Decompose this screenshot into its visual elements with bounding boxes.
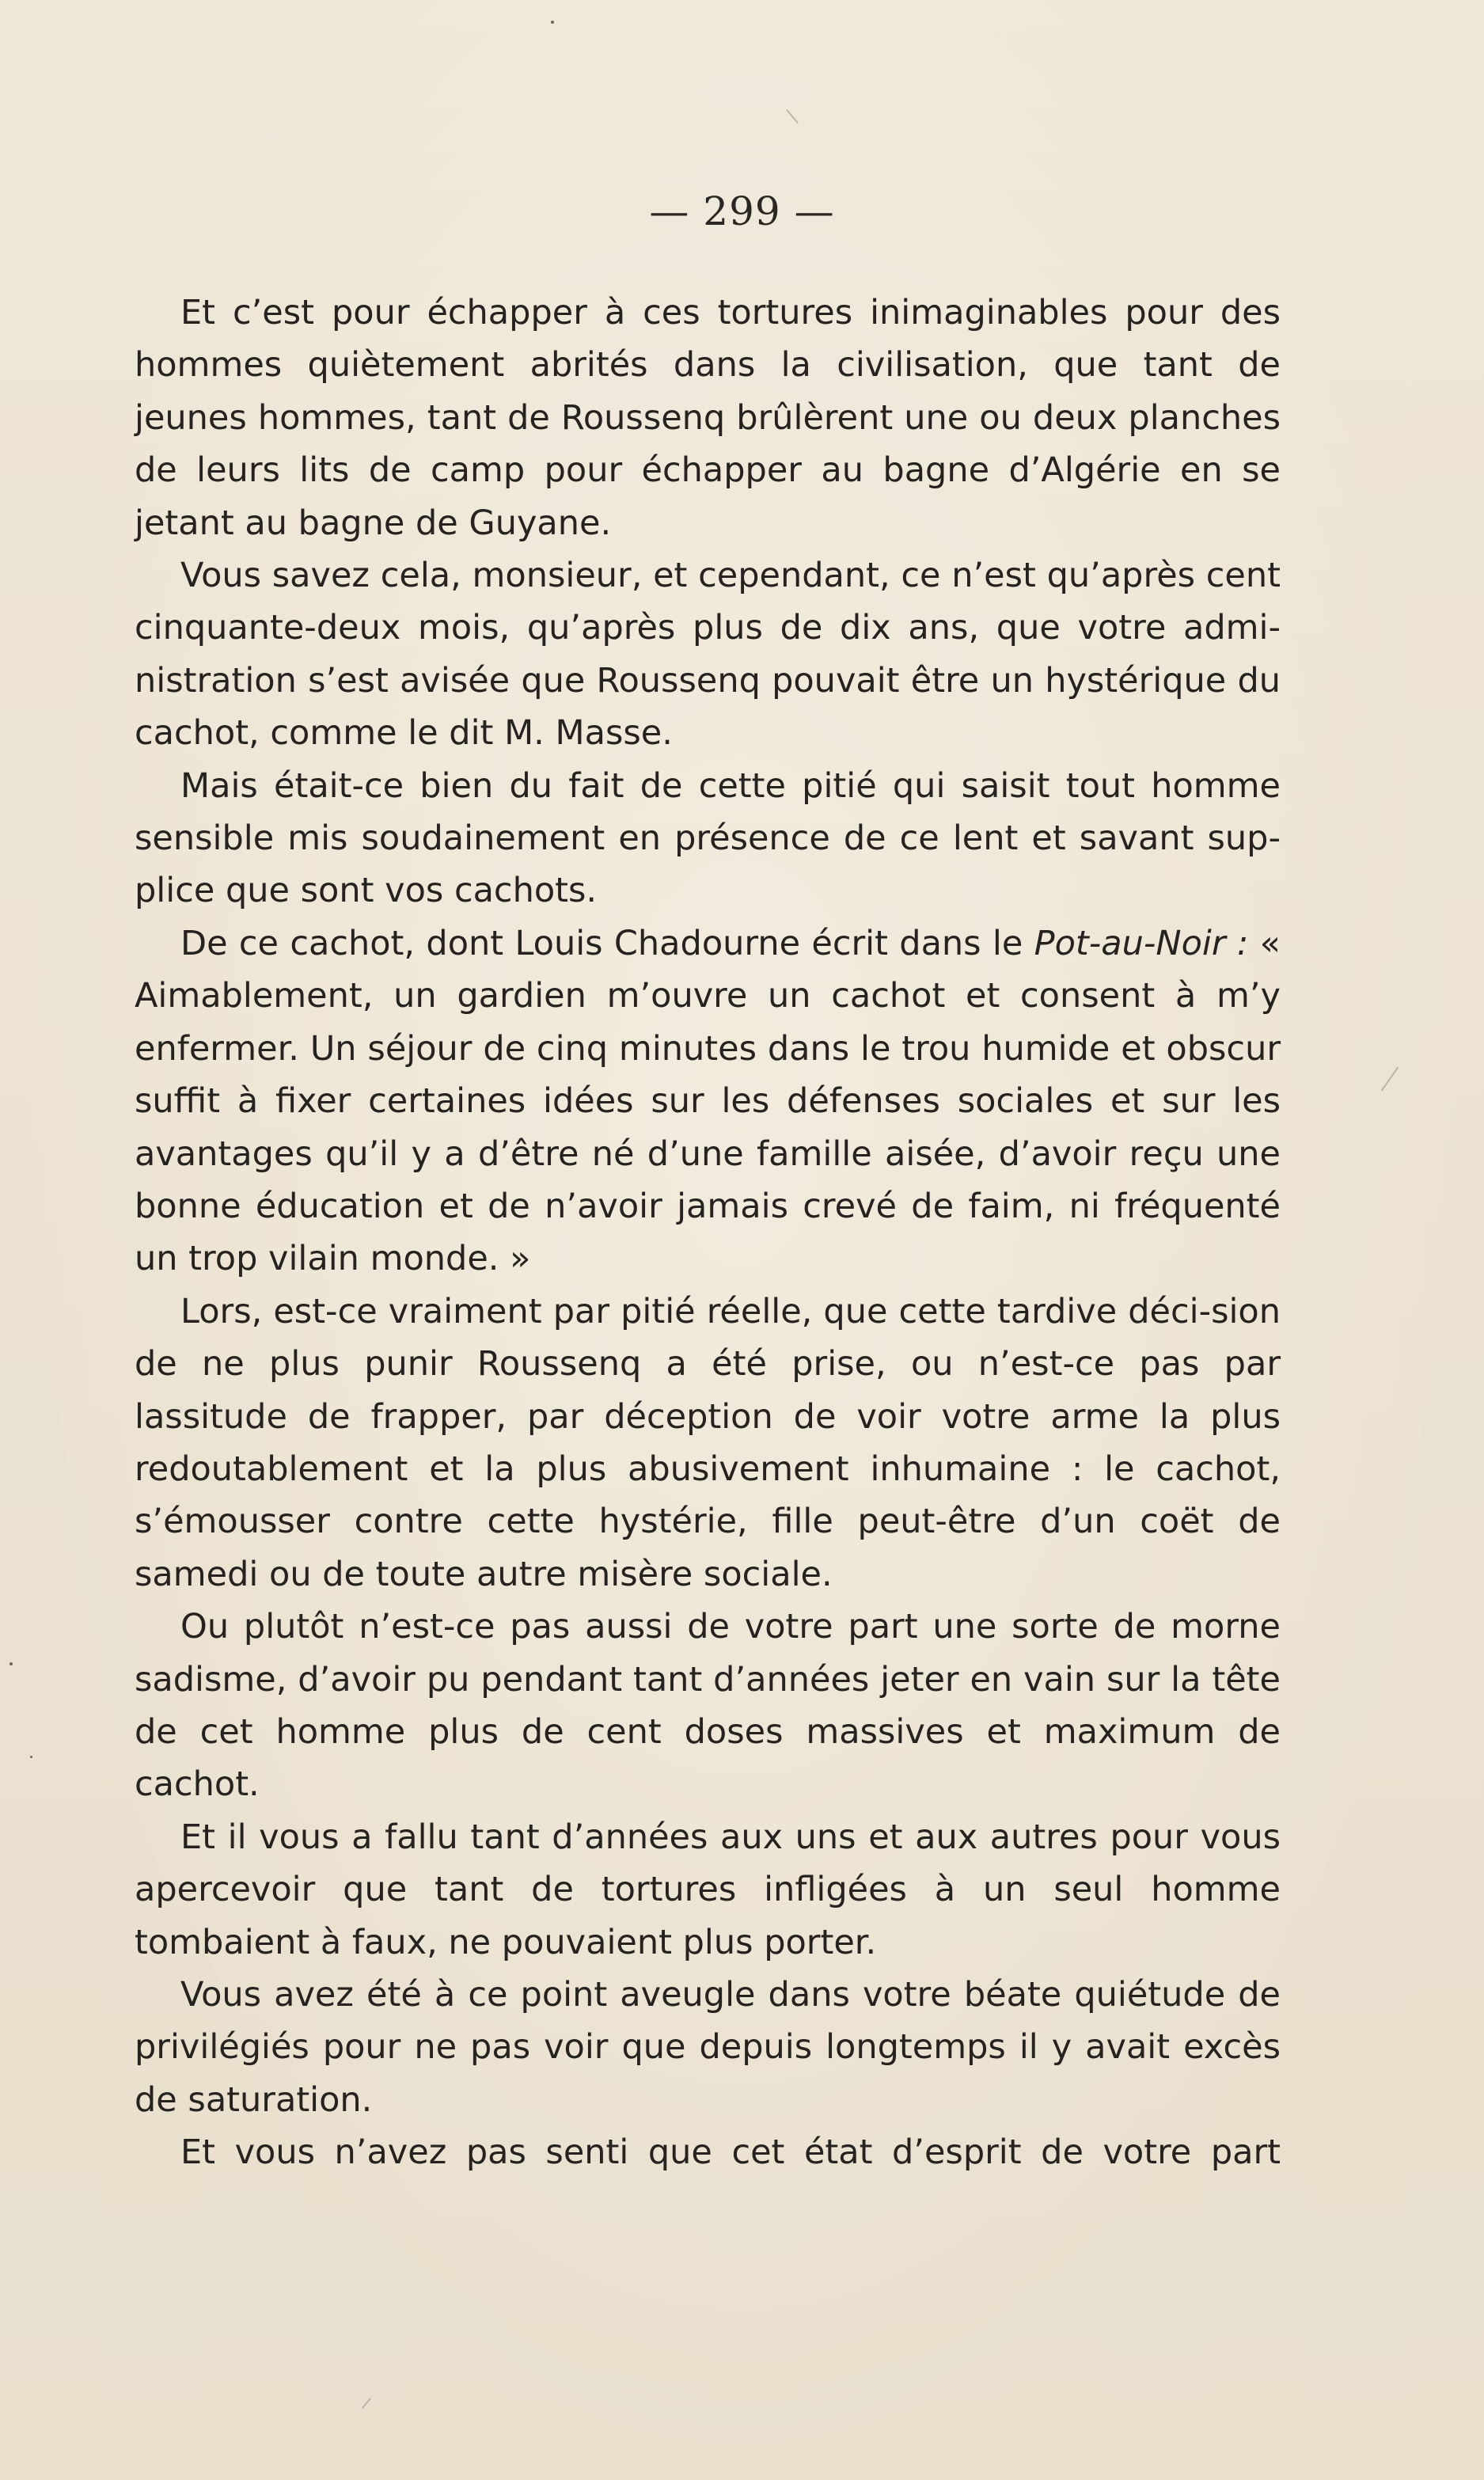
paper-speck bbox=[9, 1662, 13, 1665]
body-text bbox=[135, 287, 1281, 2179]
paragraph: Lors, est-ce vraiment par pitié réelle, que cette tardive déci-sion de ne plus punir Roussenq a été prise, ou n’est-ce pas par lassitude de frapper, par déception de voir votre arme la plus redoutablement et la plus abusivement inhumaine : le cachot, s’émousser contre cette hystérie, fille peut-être d’un coët de samedi ou de toute autre misère sociale. bbox=[135, 1291, 1281, 1594]
paragraph: Et il vous a fallu tant d’années aux uns et aux autres pour vous apercevoir que tant de tortures infligées à un seul homme tombaient à faux, ne pouvaient plus porter. bbox=[135, 1817, 1281, 1962]
paper-scratch bbox=[362, 2398, 371, 2409]
paragraph: Mais était-ce bien du fait de cette pitié qui saisit tout homme sensible mis soudainement en présence de ce lent et savant sup-plice que sont vos cachots. bbox=[135, 765, 1281, 911]
paper-scratch bbox=[786, 109, 799, 123]
paragraph-text-before-italic: De ce cachot, dont Louis Chadourne écrit dans le bbox=[180, 923, 1034, 963]
paragraph: Vous avez été à ce point aveugle dans votre béate quiétude de privilégiés pour ne pas voir que depuis longtemps il y avait excès de saturation. bbox=[135, 1975, 1281, 2120]
paragraph: Et vous n’avez pas senti que cet état d’esprit de votre part bbox=[180, 2132, 1281, 2173]
paper-speck bbox=[551, 21, 554, 24]
paragraph bbox=[135, 917, 1281, 1286]
paper-speck bbox=[30, 1756, 32, 1758]
paragraph: Ou plutôt n’est-ce pas aussi de votre part une sorte de morne sadisme, d’avoir pu pendant tant d’années jeter en vain sur la tête de cet homme plus de cent doses massives et maximum de cachot. bbox=[135, 1607, 1281, 1805]
paragraph: Et c’est pour échapper à ces tortures inimaginables pour des hommes quiètement abrités dans la civilisation, que tant de jeunes hommes, tant de Roussenq brûlèrent une ou deux planches de leurs lits de camp pour échapper au bagne d’Algérie en se jetant au bagne de Guyane. bbox=[135, 293, 1281, 543]
page-number: — 299 — bbox=[649, 188, 835, 234]
paper-scratch bbox=[1381, 1067, 1399, 1092]
paragraph: Vous savez cela, monsieur, et cependant, ce n’est qu’après cent cinquante-deux mois, qu’après plus de dix ans, que votre admi-nistration s’est avisée que Roussenq pouvait être un hystérique du cachot, comme le dit M. Masse. bbox=[135, 556, 1281, 754]
book-title-italic: Pot-au-Noir : bbox=[1034, 923, 1249, 963]
paragraph-text-after-italic: « Aimablement, un gardien m’ouvre un cachot et consent à m’y enfermer. Un séjour de cinq minutes dans le trou humide et obscur suffit à fixer certaines idées sur les défenses sociales et sur les avantages qu’il y a d’être né d’une famille aisée, d’avoir reçu une bonne éducation et de n’avoir jamais crevé de faim, ni fréquenté un trop vilain monde. » bbox=[135, 923, 1281, 1279]
